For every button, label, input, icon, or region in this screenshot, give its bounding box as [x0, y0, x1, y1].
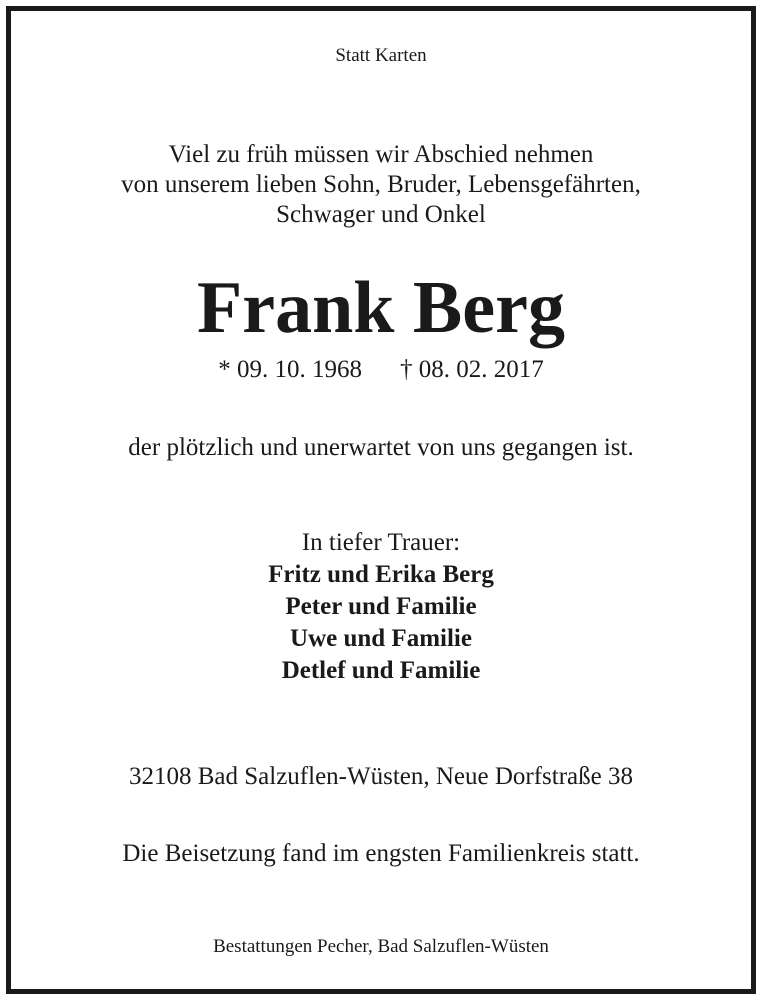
mourner-name: Detlef und Familie: [281, 657, 481, 684]
deceased-name: Frank Berg: [197, 267, 565, 349]
birth-date: * 09. 10. 1968: [218, 356, 362, 383]
closing-line: der plötzlich und unerwartet von uns gegangen ist.: [128, 434, 634, 461]
burial-note: Die Beisetzung fand im engsten Familienkreis statt.: [122, 840, 640, 867]
address: 32108 Bad Salzuflen-Wüsten, Neue Dorfstraße 38: [128, 763, 634, 790]
mourners-heading: In tiefer Trauer:: [301, 529, 461, 556]
mourner-name: Uwe und Familie: [290, 625, 472, 652]
intro-line-1: Viel zu früh müssen wir Abschied nehmen: [168, 141, 594, 168]
intro-line-3: Schwager und Onkel: [276, 201, 486, 228]
life-dates: [0, 356, 762, 384]
death-date: † 08. 02. 2017: [400, 356, 544, 383]
funeral-home: Bestattungen Pecher, Bad Salzuflen-Wüsten: [213, 936, 549, 957]
mourner-name: Peter und Familie: [285, 593, 477, 620]
intro-line-2: von unserem lieben Sohn, Bruder, Lebensgefährten,: [121, 171, 641, 198]
header-statt-karten: Statt Karten: [335, 45, 427, 66]
mourner-name: Fritz und Erika Berg: [268, 561, 494, 588]
